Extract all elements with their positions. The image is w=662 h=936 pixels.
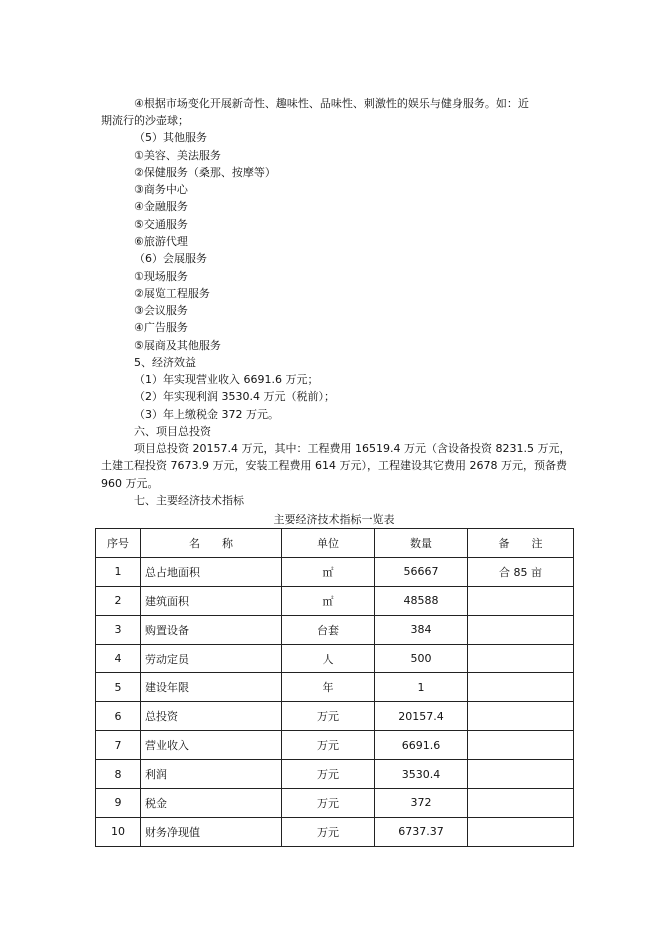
header-cell: 名 称: [141, 529, 282, 558]
paragraph-line: ④根据市场变化开展新奇性、趣味性、品味性、刺激性的娱乐与健身服务。如：近: [134, 97, 529, 110]
cell-remark: 合 85 亩: [468, 557, 574, 586]
cell-quantity: 1: [375, 673, 468, 702]
cell-quantity: 48588: [375, 586, 468, 615]
header-cell: 单位: [282, 529, 375, 558]
cell-quantity: 500: [375, 644, 468, 673]
paragraph-line: 960 万元。: [101, 477, 159, 490]
cell-quantity: 6737.37: [375, 817, 468, 846]
cell-name: 总投资: [141, 702, 282, 731]
list-item: ③会议服务: [134, 304, 188, 317]
list-item: ④金融服务: [134, 200, 188, 213]
cell-unit: ㎡: [282, 557, 375, 586]
table-header-row: [96, 529, 574, 558]
table-row: [96, 586, 574, 615]
cell-remark: [468, 731, 574, 760]
table-row: [96, 644, 574, 673]
header-cell: 序号: [96, 529, 141, 558]
cell-unit: 台套: [282, 615, 375, 644]
cell-name: 劳动定员: [141, 644, 282, 673]
paragraph-line: 土建工程投资 7673.9 万元，安装工程费用 614 万元），工程建设其它费用 2678 万元，预备费: [101, 459, 567, 472]
list-item: ⑤展商及其他服务: [134, 339, 221, 352]
list-item: ⑤交通服务: [134, 218, 188, 231]
list-item: （1）年实现营业收入 6691.6 万元；: [134, 373, 319, 386]
cell-index: 1: [96, 557, 141, 586]
subsection-heading: （5）其他服务: [134, 131, 207, 144]
cell-quantity: 6691.6: [375, 731, 468, 760]
cell-unit: 万元: [282, 702, 375, 731]
cell-name: 总占地面积: [141, 557, 282, 586]
list-item: （2）年实现利润 3530.4 万元（税前）；: [134, 390, 335, 403]
table-caption: 主要经济技术指标一览表: [273, 513, 395, 526]
cell-unit: 人: [282, 644, 375, 673]
cell-name: 建设年限: [141, 673, 282, 702]
cell-index: 5: [96, 673, 141, 702]
cell-quantity: 3530.4: [375, 760, 468, 789]
header-cell: 数量: [375, 529, 468, 558]
cell-name: 税金: [141, 789, 282, 818]
cell-name: 营业收入: [141, 731, 282, 760]
cell-name: 建筑面积: [141, 586, 282, 615]
section-heading: 七、主要经济技术指标: [134, 494, 244, 507]
cell-remark: [468, 817, 574, 846]
list-item: ②展览工程服务: [134, 287, 210, 300]
table-row: [96, 557, 574, 586]
table-row: [96, 731, 574, 760]
table-row: [96, 817, 574, 846]
cell-unit: 年: [282, 673, 375, 702]
cell-unit: 万元: [282, 760, 375, 789]
cell-remark: [468, 586, 574, 615]
indicator-table: [95, 528, 574, 847]
cell-remark: [468, 702, 574, 731]
cell-index: 6: [96, 702, 141, 731]
section-heading: 5、经济效益: [134, 356, 196, 369]
table-row: [96, 702, 574, 731]
cell-index: 2: [96, 586, 141, 615]
list-item: ④广告服务: [134, 321, 188, 334]
table-row: [96, 615, 574, 644]
cell-index: 4: [96, 644, 141, 673]
section-heading: 六、项目总投资: [134, 425, 211, 438]
list-item: ②保健服务（桑那、按摩等）: [134, 166, 276, 179]
cell-remark: [468, 673, 574, 702]
cell-index: 8: [96, 760, 141, 789]
cell-index: 3: [96, 615, 141, 644]
cell-name: 财务净现值: [141, 817, 282, 846]
cell-quantity: 372: [375, 789, 468, 818]
paragraph-line: 项目总投资 20157.4 万元，其中：工程费用 16519.4 万元（含设备投资 8231.5 万元，: [134, 442, 571, 455]
list-item: ①美容、美法服务: [134, 149, 221, 162]
cell-quantity: 384: [375, 615, 468, 644]
cell-quantity: 56667: [375, 557, 468, 586]
paragraph-line: 期流行的沙壶球；: [101, 114, 189, 127]
cell-remark: [468, 615, 574, 644]
cell-name: 购置设备: [141, 615, 282, 644]
cell-remark: [468, 760, 574, 789]
table-row: [96, 760, 574, 789]
cell-index: 7: [96, 731, 141, 760]
cell-remark: [468, 789, 574, 818]
cell-unit: 万元: [282, 817, 375, 846]
cell-remark: [468, 644, 574, 673]
cell-unit: ㎡: [282, 586, 375, 615]
cell-index: 10: [96, 817, 141, 846]
list-item: ①现场服务: [134, 270, 188, 283]
table-row: [96, 789, 574, 818]
cell-quantity: 20157.4: [375, 702, 468, 731]
cell-unit: 万元: [282, 789, 375, 818]
cell-index: 9: [96, 789, 141, 818]
cell-name: 利润: [141, 760, 282, 789]
header-cell: 备 注: [468, 529, 574, 558]
list-item: ③商务中心: [134, 183, 188, 196]
list-item: （3）年上缴税金 372 万元。: [134, 408, 279, 421]
list-item: ⑥旅游代理: [134, 235, 188, 248]
subsection-heading: （6）会展服务: [134, 252, 207, 265]
table-row: [96, 673, 574, 702]
cell-unit: 万元: [282, 731, 375, 760]
